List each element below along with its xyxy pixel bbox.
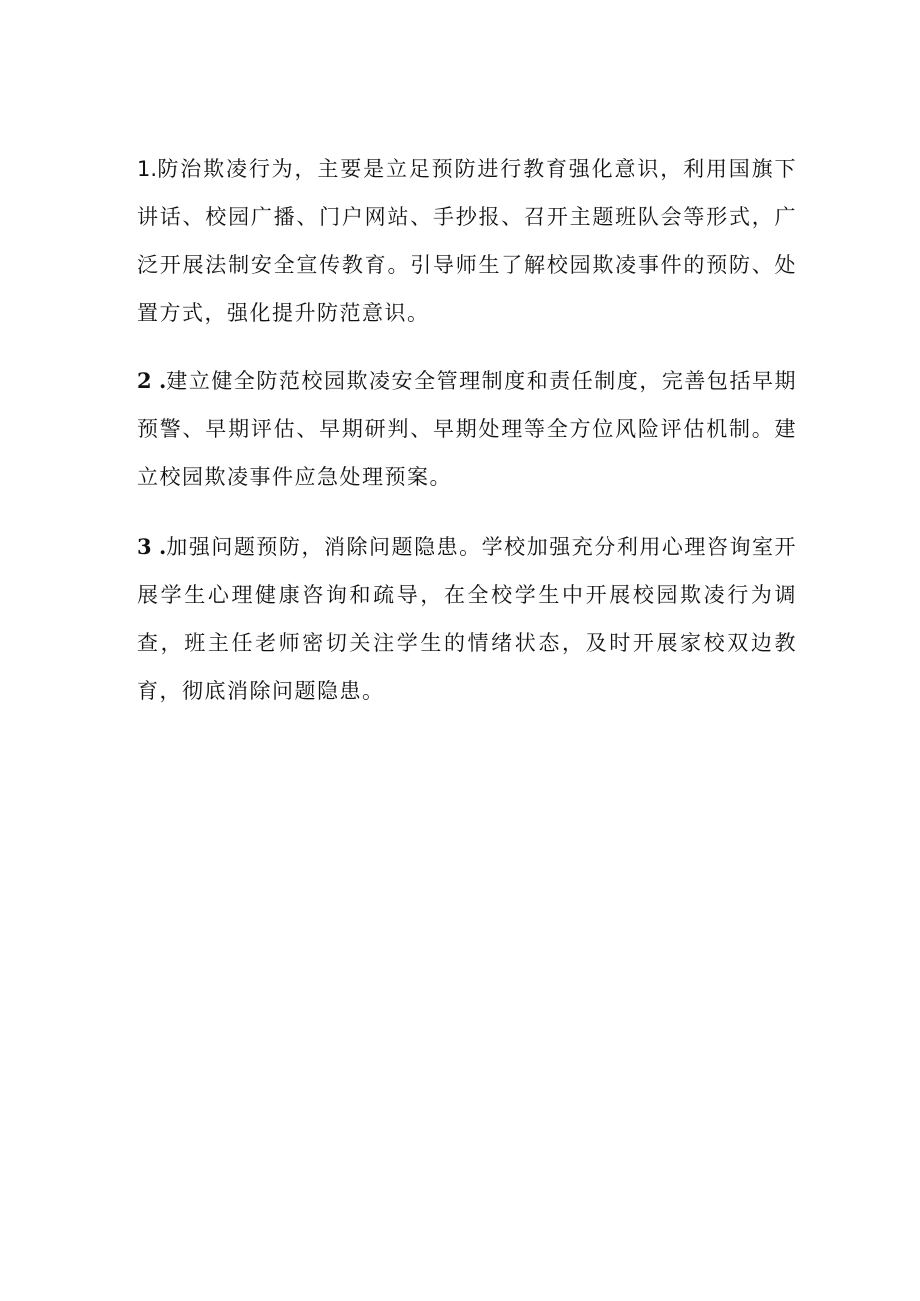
paragraph-3: [137, 523, 797, 715]
paragraph-1: [137, 145, 797, 337]
paragraph-1-number: 1.: [137, 157, 158, 181]
paragraph-2-number: 2 .: [137, 368, 167, 393]
paragraph-3-text: 加强问题预防，消除问题隐患。学校加强充分利用心理咨询室开展学生心理健康咨询和疏导，在全校学生中开展校园欺凌行为调查，班主任老师密切关注学生的情绪状态，及时开展家校双边教育，彻底消除问题隐患。: [137, 535, 798, 703]
paragraph-2-text: 建立健全防范校园欺凌安全管理制度和责任制度，完善包括早期预警、早期评估、早期研判、早期处理等全方位风险评估机制。建立校园欺凌事件应急处理预案。: [137, 369, 798, 489]
paragraph-3-number: 3 .: [137, 534, 167, 559]
paragraph-1-text: 防治欺凌行为，主要是立足预防进行教育强化意识，利用国旗下讲话、校园广播、门户网站、手抄报、召开主题班队会等形式，广泛开展法制安全宣传教育。引导师生了解校园欺凌事件的预防、处置方式，强化提升防范意识。: [137, 157, 797, 325]
paragraph-2: [137, 357, 797, 501]
